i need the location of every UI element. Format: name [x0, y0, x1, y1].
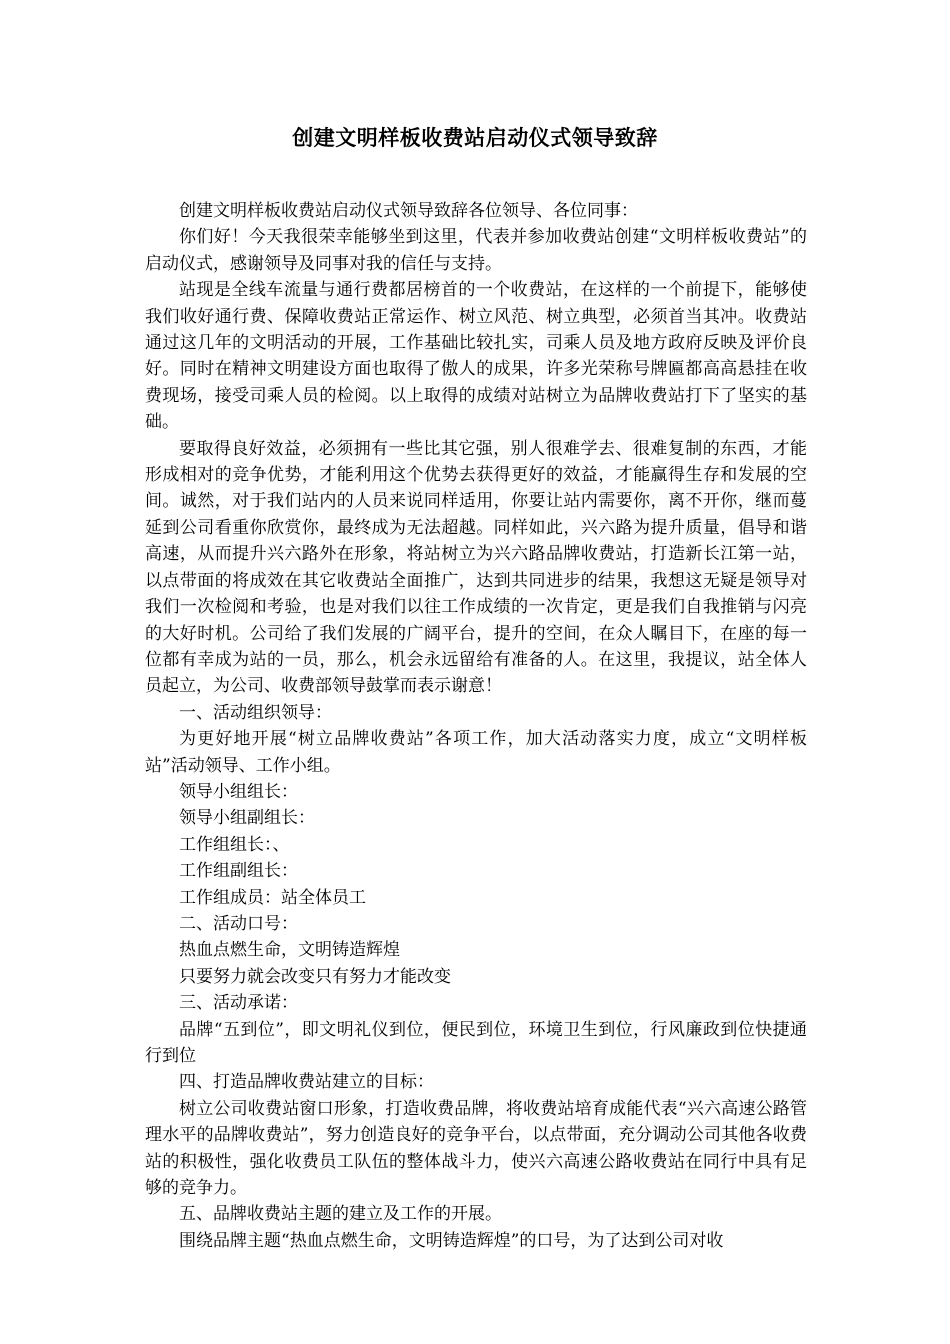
list-item: 领导小组组长：: [179, 781, 298, 802]
list-item: 工作组成员：站全体员工: [179, 887, 366, 908]
paragraph: 品牌“五到位”，即文明礼仪到位，便民到位，环境卫生到位，行风廉政到位快捷通行到位: [145, 1019, 807, 1066]
paragraph: 树立公司收费站窗口形象，打造收费品牌，将收费站培育成能代表“兴六高速公路管理水平的品牌收费站”，努力创造良好的竞争平台，以点带面，充分调动公司其他各收费站的积极性，强化收费员工队伍的整体战斗力，使兴六高速公路收费站在同行中具有足够的竞争力。: [145, 1098, 807, 1199]
paragraph: 为更好地开展“树立品牌收费站”各项工作，加大活动落实力度，成立“文明样板站”活动领导、工作小组。: [145, 729, 807, 776]
section-heading: 二、活动口号：: [179, 913, 298, 934]
section-heading: 一、活动组织领导：: [179, 702, 332, 723]
paragraph: 站现是全线车流量与通行费都居榜首的一个收费站，在这样的一个前提下，能够使我们收好通行费、保障收费站正常运作、树立风范、树立典型，必须首当其冲。收费站通过这几年的文明活动的开展，工作基础比较扎实，司乘人员及地方政府反映及评价良好。同时在精神文明建设方面也取得了傲人的成果，许多光荣称号牌匾都高高悬挂在收费现场，接受司乘人员的检阅。以上取得的成绩对站树立为品牌收费站打下了坚实的基础。: [145, 280, 807, 433]
slogan: 热血点燃生命，文明铸造辉煌: [179, 940, 400, 961]
section-heading: 三、活动承诺：: [179, 993, 298, 1014]
list-item: 工作组副组长：: [179, 861, 298, 882]
document-body: [145, 198, 807, 1254]
paragraph: 创建文明样板收费站启动仪式领导致辞各位领导、各位同事：: [179, 201, 638, 221]
section-heading: 五、品牌收费站主题的建立及工作的开展。: [179, 1204, 502, 1225]
slogan: 只要努力就会改变只有努力才能改变: [179, 966, 451, 987]
paragraph: 你们好！今天我很荣幸能够坐到这里，代表并参加收费站创建“文明样板收费站”的启动仪式，感谢领导及同事对我的信任与支持。: [145, 227, 807, 274]
section-heading: 四、打造品牌收费站建立的目标：: [179, 1072, 434, 1093]
document-title: 创建文明样板收费站启动仪式领导致辞: [292, 126, 658, 150]
list-item: 领导小组副组长：: [179, 808, 315, 829]
paragraph: 围绕品牌主题“热血点燃生命，文明铸造辉煌”的口号，为了达到公司对收: [179, 1230, 724, 1251]
paragraph: 要取得良好效益，必须拥有一些比其它强，别人很难学去、很难复制的东西，才能形成相对的竞争优势，才能利用这个优势去获得更好的效益，才能赢得生存和发展的空间。诚然，对于我们站内的人员来说同样适用，你要让站内需要你，离不开你，继而蔓延到公司看重你欣赏你，最终成为无法超越。同样如此，兴六路为提升质量，倡导和谐高速，从而提升兴六路外在形象，将站树立为兴六路品牌收费站，打造新长江第一站，以点带面的将成效在其它收费站全面推广，达到共同进步的结果，我想这无疑是领导对我们一次检阅和考验，也是对我们以往工作成绩的一次肯定，更是我们自我推销与闪亮的大好时机。公司给了我们发展的广阔平台，提升的空间，在众人瞩目下，在座的每一位都有幸成为站的一员，那么，机会永远留给有准备的人。在这里，我提议，站全体人员起立，为公司、收费部领导鼓掌而表示谢意！: [145, 438, 807, 697]
list-item: 工作组组长：、: [179, 834, 290, 855]
